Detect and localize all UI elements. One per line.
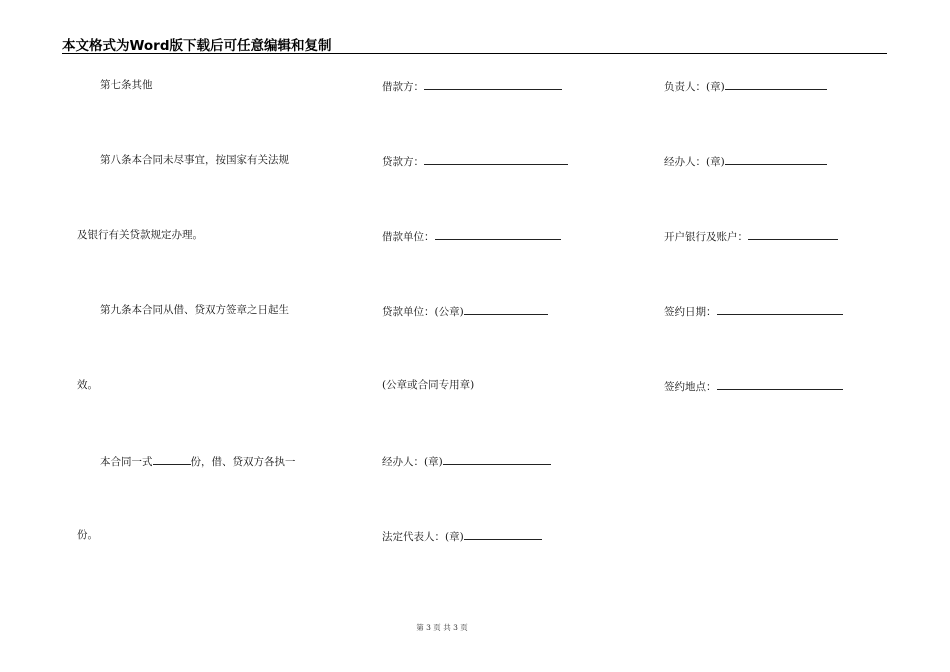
borrowing-unit-blank[interactable]	[435, 228, 561, 240]
handler-field-right	[664, 153, 827, 169]
handler-label-right: 经办人：(章)	[664, 156, 725, 168]
person-in-charge-label: 负责人：(章)	[664, 81, 725, 93]
borrower-label: 借款方：	[382, 81, 424, 93]
borrowing-unit-label: 借款单位：	[382, 231, 435, 243]
borrowing-unit-field	[382, 228, 561, 244]
lender-label: 贷款方：	[382, 156, 424, 168]
signing-date-label: 签约日期：	[664, 306, 717, 318]
copies-count-blank[interactable]	[153, 453, 191, 465]
signing-date-field	[664, 303, 843, 319]
bank-account-label: 开户银行及账户：	[664, 231, 748, 243]
copies-prefix: 本合同一式	[100, 456, 153, 468]
legal-rep-label: 法定代表人：(章)	[382, 531, 464, 543]
legal-rep-blank[interactable]	[464, 528, 542, 540]
copies-line-1	[100, 453, 296, 469]
clause-7: 第七条其他	[100, 79, 153, 91]
bank-account-field	[664, 228, 838, 244]
handler-blank-right[interactable]	[725, 153, 827, 165]
signing-place-field	[664, 378, 843, 394]
official-seal-note: (公章或合同专用章)	[382, 379, 475, 391]
borrower-field	[382, 78, 562, 94]
bank-account-blank[interactable]	[748, 228, 838, 240]
handler-label-middle: 经办人：(章)	[382, 456, 443, 468]
person-in-charge-field	[664, 78, 827, 94]
signing-date-blank[interactable]	[717, 303, 843, 315]
lender-blank[interactable]	[424, 153, 568, 165]
signing-place-label: 签约地点：	[664, 381, 717, 393]
signing-place-blank[interactable]	[717, 378, 843, 390]
lending-unit-label: 贷款单位：(公章)	[382, 306, 464, 318]
page-number: 第 3 页 共 3 页	[416, 623, 468, 632]
person-in-charge-blank[interactable]	[725, 78, 827, 90]
clause-9-line-2: 效。	[77, 379, 98, 391]
clause-8-line-2: 及银行有关贷款规定办理。	[77, 229, 203, 241]
legal-rep-field	[382, 528, 542, 544]
copies-line-2: 份。	[77, 529, 98, 541]
handler-blank-middle[interactable]	[443, 453, 551, 465]
clause-9-line-1: 第九条本合同从借、贷双方签章之日起生	[100, 304, 289, 316]
lending-unit-blank[interactable]	[464, 303, 548, 315]
clause-8-line-1: 第八条本合同未尽事宜，按国家有关法规	[100, 154, 289, 166]
copies-suffix: 份，借、贷双方各执一	[190, 456, 296, 468]
handler-field-middle	[382, 453, 551, 469]
lender-field	[382, 153, 568, 169]
page-header-title: 本文格式为Word版下载后可任意编辑和复制	[62, 38, 332, 54]
borrower-blank[interactable]	[424, 78, 562, 90]
header-divider	[62, 53, 887, 54]
lending-unit-field	[382, 303, 548, 319]
